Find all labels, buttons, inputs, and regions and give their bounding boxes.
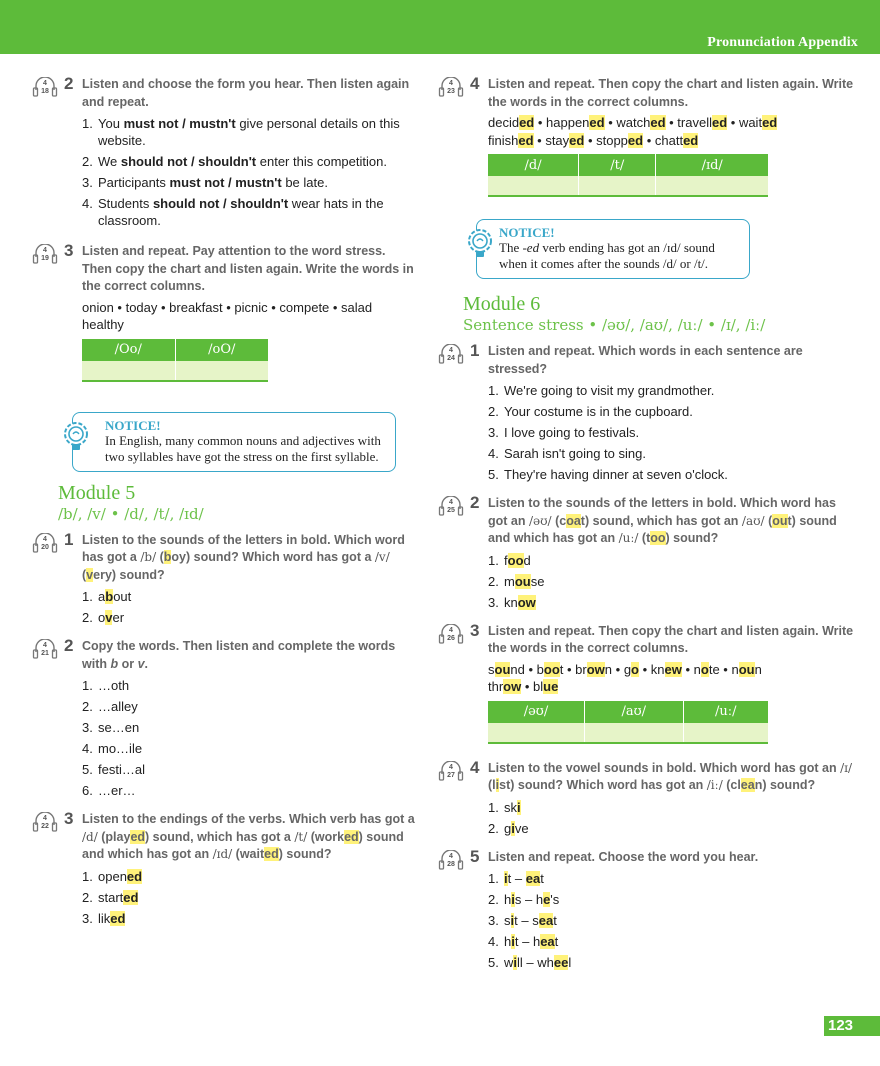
page-number: 123 [824,1016,880,1036]
list-item: 2. …alley [82,699,138,714]
notice-title: NOTICE! [499,225,555,240]
exercise-number: 2 [470,493,480,512]
module-5-title: Module 5 [58,481,136,504]
audio-track-icon[interactable] [32,812,58,834]
exercise-number: 5 [470,846,480,866]
list-item: 1. about [82,589,132,604]
list-item: 3. know [488,594,536,610]
module-6-exercise-2 [438,495,858,611]
exercise-items [82,677,418,799]
notice-title: NOTICE! [105,417,161,433]
track-number: 4 25 [447,499,455,514]
track-number: 4 24 [447,347,455,362]
chart-header: /d/ [488,154,579,176]
chart-header: /t/ [579,154,656,176]
exercise-instruction: Listen to the sounds of the letters in bold. Which word has got a /b/ (boy) sound? Which word has got a /v/ (very) sound? [82,532,405,582]
list-item: 4. mo…ile [82,741,143,756]
exercise-items [488,552,858,611]
list-item: 2. We should not / shouldn't enter this competition. [82,154,387,169]
audio-track-icon[interactable] [32,533,58,555]
exercise-instruction: Listen and repeat. Which words in each sentence are stressed? [488,344,803,376]
chart-cell [82,361,175,381]
list-item: 1. food [488,552,531,568]
track-number: 4 18 [41,80,49,95]
list-item: 2. give [488,820,529,836]
word-list: throw • blue [488,679,559,694]
word-list: onion • today • breakfast • picnic • compete • salad [82,299,373,315]
chart-cell [584,723,683,743]
track-number: 4 21 [41,642,49,657]
exercise-instruction: Listen and repeat. Pay attention to the word stress. Then copy the chart and listen again. Write the words in the correct columns. [82,244,414,293]
exercise-instruction: Listen and choose the form you hear. Then listen again and repeat. [82,77,410,109]
chart-header: /aʊ/ [584,701,683,723]
exercise-number: 3 [64,241,74,260]
exercise-number: 3 [470,620,480,640]
list-item: 1. You must not / mustn't give personal details on this website. [82,116,400,148]
left-column [32,76,418,939]
ed-chart [488,154,768,197]
exercise-number: 2 [64,636,74,655]
list-item: 5. They're having dinner at seven o'clock. [488,467,728,482]
word-list: decided • happened • watched • travelled • waited [488,115,778,130]
word-list: finished • stayed • stopped • chatted [488,132,699,148]
stress-chart [82,339,268,382]
audio-track-icon[interactable] [438,496,464,518]
list-item: 1. We're going to visit my grandmother. [488,383,715,398]
list-item: 2. over [82,610,125,625]
chart-header: /Oo/ [82,339,175,361]
exercise-number: 1 [470,341,480,360]
vowel-chart [488,701,768,744]
chart-cell [175,361,268,381]
audio-track-icon[interactable] [32,77,58,99]
list-item: 1. ski [488,799,521,815]
exercise-number: 3 [64,809,74,828]
list-item: 2. mouse [488,573,545,589]
exercise-items [488,799,858,837]
exercise-number: 1 [64,529,74,549]
chart-cell [488,723,584,743]
module-5-exercise-2 [32,638,418,799]
list-item: 3. se…en [82,720,140,735]
chart-cell [579,176,656,196]
notice-box [72,412,396,472]
list-item: 4. hit – heat [488,934,559,949]
word-list: sound • boot • brown • go • knew • note • noun [488,661,762,677]
exercise-items [82,588,418,626]
module-6-exercise-5 [438,846,858,972]
audio-track-icon[interactable] [32,639,58,661]
module-6-title: Module 6 [463,293,541,315]
list-item: 3. sit – seat [488,913,557,928]
track-number: 4 22 [41,815,49,830]
exercise-2-modal-verbs [32,76,418,229]
exercise-instruction: Listen and repeat. Choose the word you hear. [488,849,759,864]
track-number: 4 28 [447,852,455,868]
list-item: 5. festi…al [82,762,145,777]
track-number: 4 26 [447,626,455,642]
chart-header: /oO/ [175,339,268,361]
exercise-items [82,115,418,229]
exercise-instruction: Copy the words. Then listen and complete the words with b or v. [82,639,396,671]
audio-track-icon[interactable] [438,761,464,783]
chart-header: /uː/ [683,701,768,723]
module-5-exercise-1 [32,529,418,627]
exercise-instruction: Listen and repeat. Then copy the chart and listen again. Write the words in the correct columns. [488,77,854,109]
list-item: 3. I love going to festivals. [488,425,640,440]
exercise-instruction: Listen to the vowel sounds in bold. Which word has got an /ɪ/ (list) sound? Which word has got an /iː/ (clean) sound? [488,760,853,792]
list-item: 5. will – wheel [488,955,572,970]
track-number: 4 20 [41,535,49,551]
exercise-number: 4 [470,757,480,777]
track-number: 4 19 [41,247,49,262]
lightbulb-gear-icon [61,421,91,453]
list-item: 3. liked [82,910,126,926]
module-6-exercise-4 [438,757,858,837]
exercise-instruction: Listen and repeat. Then copy the chart and listen again. Write the words in the correct columns. [488,623,854,655]
list-item: 1. …oth [82,678,130,693]
list-item: 1. it – eat [488,871,544,886]
module-6-subtitle: Sentence stress • /əʊ/, /aʊ/, /uː/ • /ɪ/, /iː/ [463,316,766,334]
module-5-exercise-3 [32,811,418,927]
exercise-items [82,868,418,927]
chart-header: /ɪd/ [656,154,768,176]
exercise-items [488,382,858,483]
list-item: 3. Participants must not / mustn't be late. [82,175,328,190]
exercise-items [488,870,858,971]
notice-body: The -ed verb ending has got an /ɪd/ sound when it comes after the sounds /d/ or /t/. [499,240,715,271]
list-item: 1. opened [82,868,143,884]
exercise-3-word-stress [32,243,418,382]
audio-track-icon[interactable] [438,624,464,646]
audio-track-icon[interactable] [32,244,58,266]
notice-body: In English, many common nouns and adjectives with two syllables have got the stress on the first syllable. [105,432,381,464]
right-column [438,76,858,983]
audio-track-icon[interactable] [438,850,464,872]
list-item: 4. Students should not / shouldn't wear hats in the classroom. [82,196,384,228]
audio-track-icon[interactable] [438,77,464,99]
list-item: 2. started [82,889,139,905]
exercise-4-ed-endings [438,76,858,197]
module-6-exercise-1 [438,343,858,483]
track-number: 4 23 [447,80,455,95]
header-bar [0,0,880,54]
word-list: healthy [82,317,124,332]
list-item: 2. his – he's [488,892,560,907]
track-number: 4 27 [447,763,455,779]
list-item: 4. Sarah isn't going to sing. [488,446,646,461]
exercise-instruction: Listen to the endings of the verbs. Which verb has got a /d/ (played) sound, which has got a /t/ (worked) sound and which has got an /ɪd/ (waited) sound? [82,812,415,861]
list-item: 2. Your costume is in the cupboard. [488,404,693,419]
exercise-number: 4 [470,74,480,93]
lightbulb-gear-icon [465,228,495,260]
chart-cell [656,176,768,196]
chart-cell [683,723,768,743]
chart-header: /əʊ/ [488,701,584,723]
module-5-subtitle: /b/, /v/ • /d/, /t/, /ɪd/ [58,504,204,523]
notice-box [476,219,750,279]
list-item: 6. …er… [82,783,136,798]
page-header-title: Pronunciation Appendix [707,35,858,50]
audio-track-icon[interactable] [438,344,464,366]
exercise-instruction: Listen to the sounds of the letters in bold. Which word has got an /əʊ/ (coat) sound, which has got an /aʊ/ (out) sound and which has got an /uː/ (too) sound? [488,496,837,545]
module-6-exercise-3 [438,620,858,744]
chart-cell [488,176,579,196]
exercise-number: 2 [64,74,74,93]
